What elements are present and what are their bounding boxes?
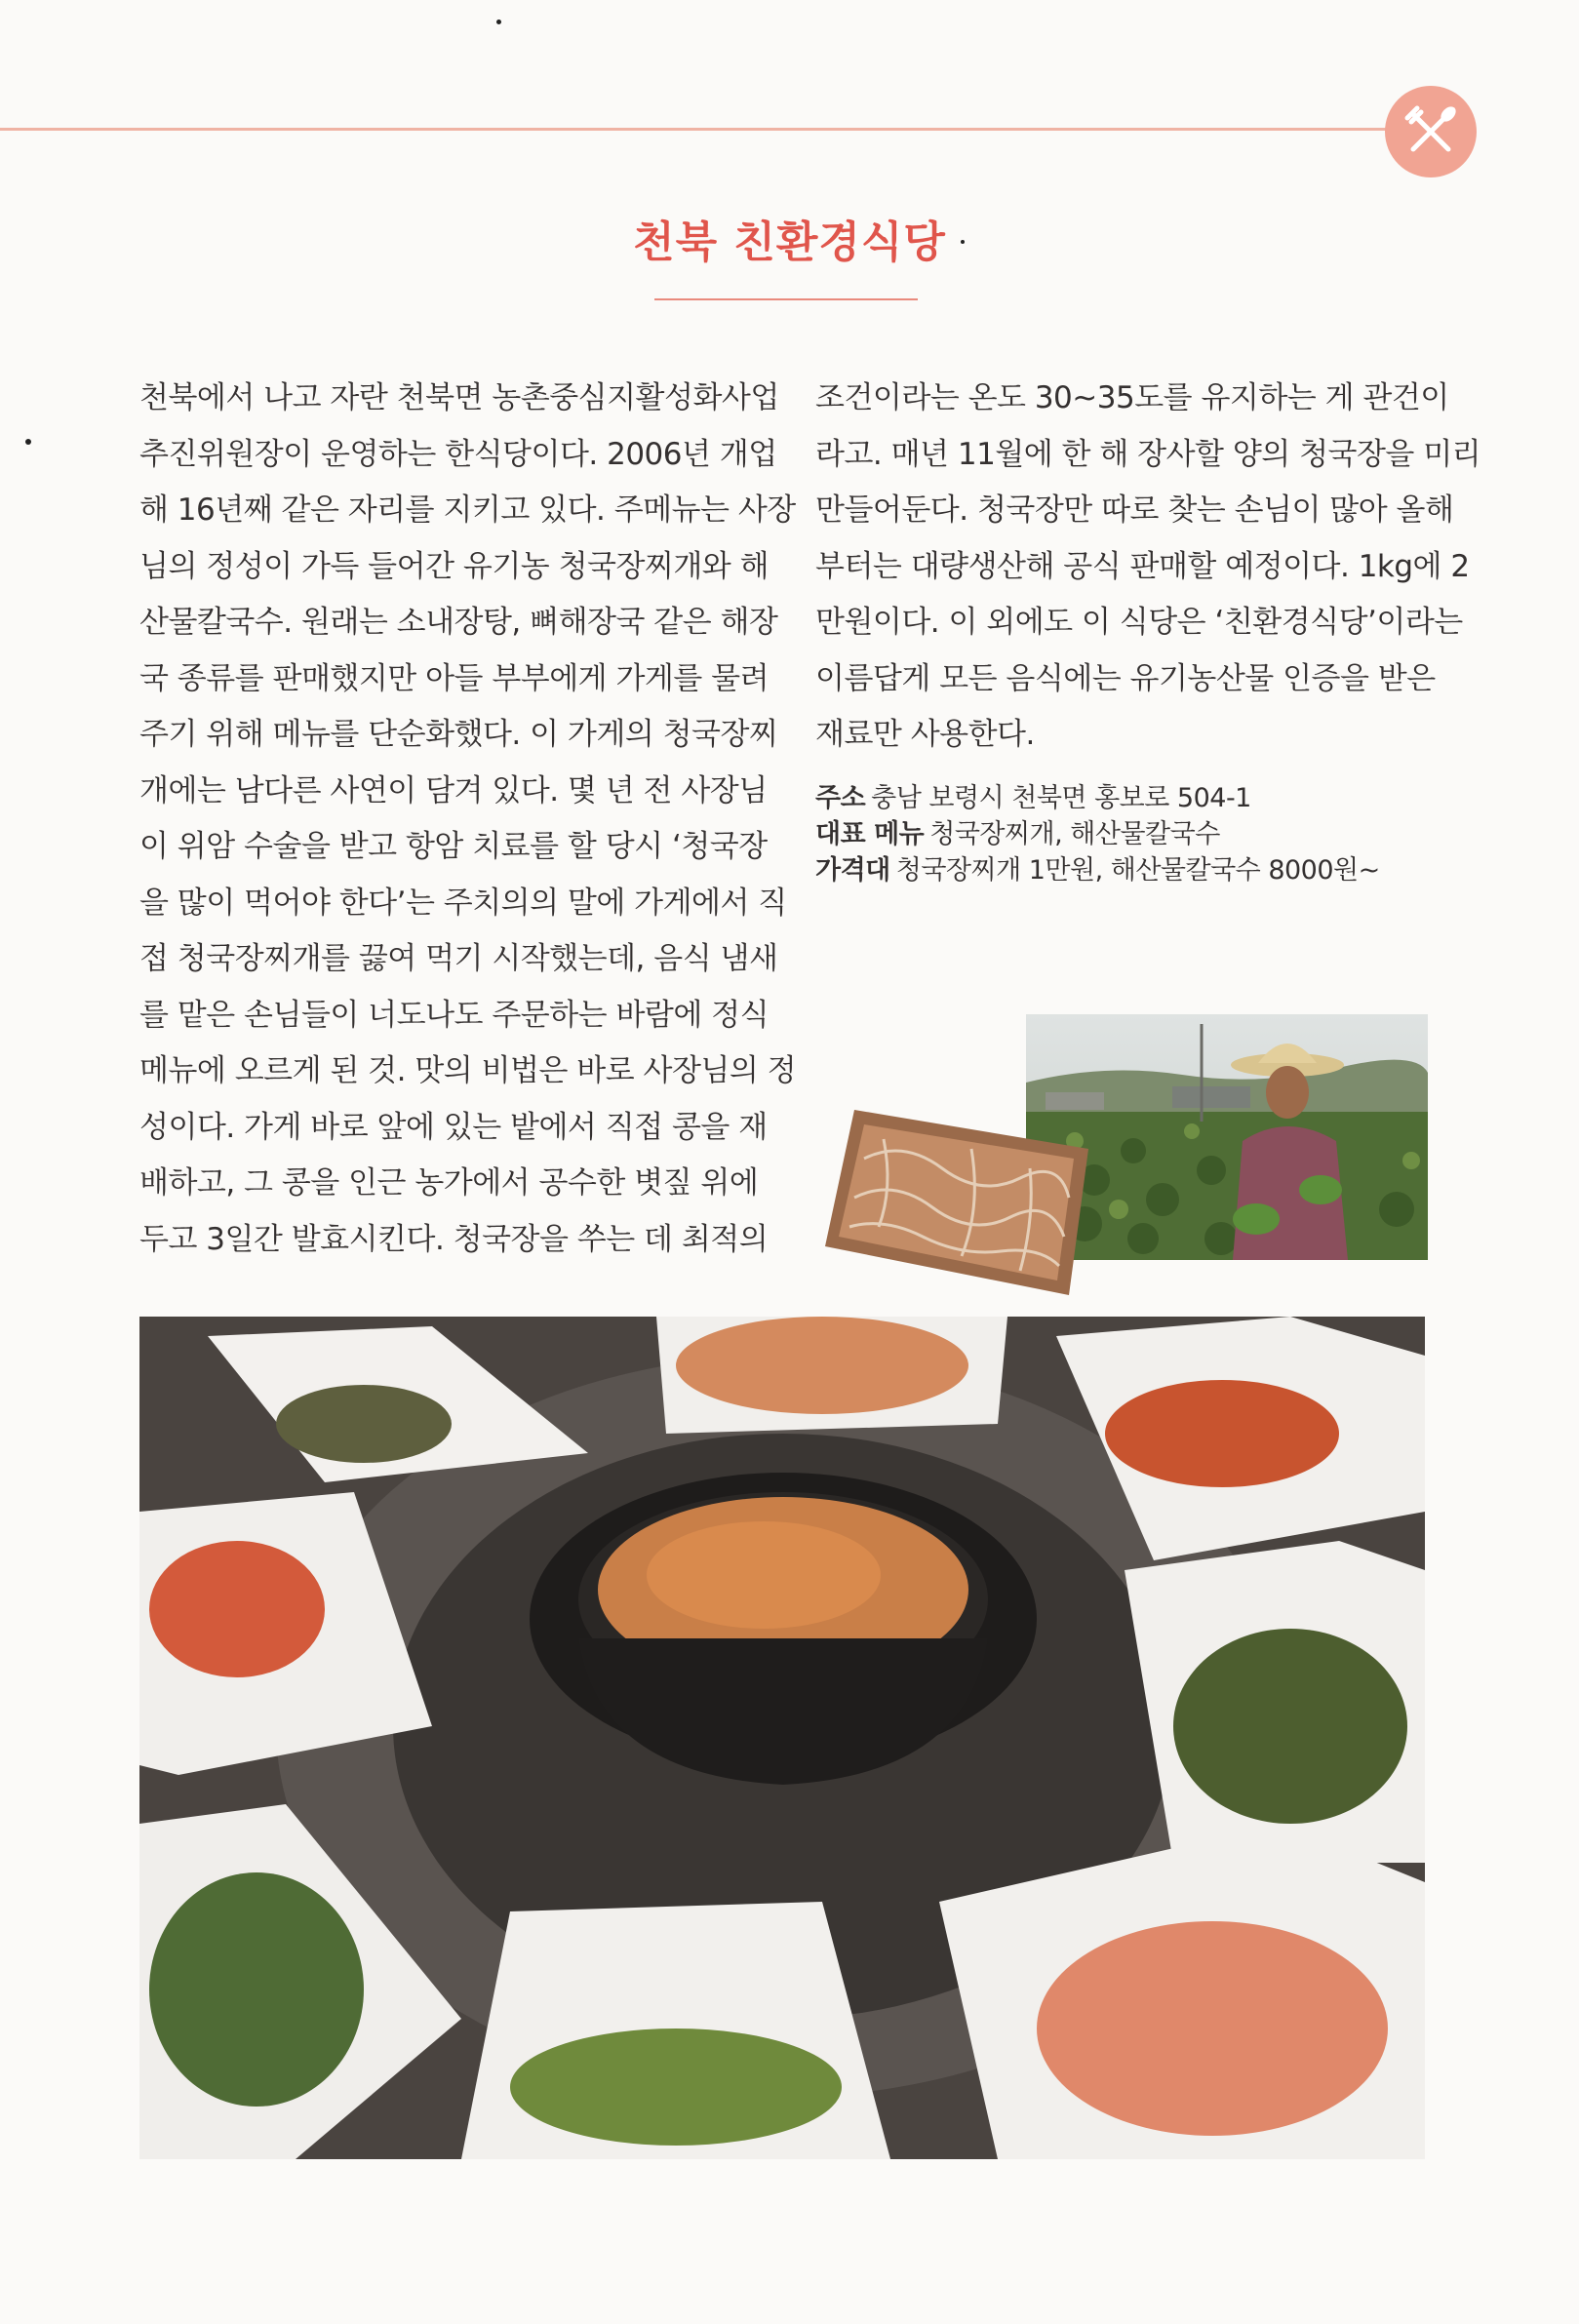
body-line: 부터는 대량생산해 공식 판매할 예정이다. 1kg에 2 bbox=[815, 548, 1470, 584]
scan-speck bbox=[496, 20, 501, 24]
body-line: 이름답게 모든 음식에는 유기농산물 인증을 받은 bbox=[815, 660, 1436, 696]
body-line: 이 위암 수술을 받고 항암 치료를 할 당시 ‘청국장 bbox=[139, 829, 768, 864]
body-line: 을 많이 먹어야 한다’는 주치의의 말에 가게에서 직 bbox=[139, 885, 787, 921]
restaurant-info bbox=[815, 780, 1380, 888]
menu-label: 대표 메뉴 bbox=[815, 819, 925, 849]
body-line: 해 16년째 같은 자리를 지키고 있다. 주메뉴는 사장 bbox=[139, 492, 796, 528]
body-line: 만원이다. 이 외에도 이 식당은 ‘친환경식당’이라는 bbox=[815, 605, 1463, 640]
body-line: 접 청국장찌개를 끓여 먹기 시작했는데, 음식 냄새 bbox=[139, 941, 778, 976]
body-line: 두고 3일간 발효시킨다. 청국장을 쑤는 데 최적의 bbox=[139, 1221, 769, 1257]
price-label: 가격대 bbox=[815, 855, 890, 886]
body-line: 조건이라는 온도 30~35도를 유지하는 게 관건이 bbox=[815, 380, 1449, 415]
scan-speck bbox=[25, 439, 31, 445]
address-label: 주소 bbox=[815, 783, 866, 813]
body-line: 라고. 매년 11월에 한 해 장사할 양의 청국장을 미리 bbox=[815, 436, 1481, 472]
body-line: 만들어둔다. 청국장만 따로 찾는 손님이 많아 올해 bbox=[815, 492, 1454, 528]
menu-row bbox=[815, 816, 1380, 852]
body-line: 산물칼국수. 원래는 소내장탕, 뼈해장국 같은 해장 bbox=[139, 605, 778, 640]
address-value: 충남 보령시 천북면 홍보로 504-1 bbox=[871, 783, 1251, 813]
cheonggukjang-block-photo bbox=[825, 1100, 1098, 1295]
meal-table-photo bbox=[139, 1317, 1425, 2159]
menu-value: 청국장찌개, 해산물칼국수 bbox=[929, 819, 1220, 849]
body-line: 재료만 사용한다. bbox=[815, 717, 1035, 752]
body-line: 님의 정성이 가득 들어간 유기농 청국장찌개와 해 bbox=[139, 548, 770, 584]
body-line: 추진위원장이 운영하는 한식당이다. 2006년 개업 bbox=[139, 436, 777, 472]
article-column-right bbox=[815, 371, 1481, 764]
body-line: 개에는 남다른 사연이 담겨 있다. 몇 년 전 사장님 bbox=[139, 772, 768, 808]
top-divider-line bbox=[0, 128, 1390, 131]
price-row bbox=[815, 852, 1380, 888]
body-line: 메뉴에 오르게 된 것. 맛의 비법은 바로 사장님의 정 bbox=[139, 1053, 797, 1088]
body-line: 천북에서 나고 자란 천북면 농촌중심지활성화사업 bbox=[139, 380, 779, 415]
body-line: 주기 위해 메뉴를 단순화했다. 이 가게의 청국장찌 bbox=[139, 717, 778, 752]
page-title: 천북 친환경식당 bbox=[633, 217, 946, 267]
body-line: 국 종류를 판매했지만 아들 부부에게 가게를 물려 bbox=[139, 660, 770, 696]
title-underline bbox=[654, 298, 918, 300]
article-column-left bbox=[139, 371, 797, 1268]
body-line: 배하고, 그 콩을 인근 농가에서 공수한 볏짚 위에 bbox=[139, 1165, 759, 1201]
body-line: 를 맡은 손님들이 너도나도 주문하는 바람에 정식 bbox=[139, 997, 770, 1033]
address-row bbox=[815, 780, 1380, 816]
price-value: 청국장찌개 1만원, 해산물칼국수 8000원~ bbox=[895, 855, 1380, 886]
scan-speck bbox=[961, 240, 965, 244]
body-line: 성이다. 가게 바로 앞에 있는 밭에서 직접 콩을 재 bbox=[139, 1109, 768, 1145]
fork-knife-icon bbox=[1385, 86, 1477, 177]
